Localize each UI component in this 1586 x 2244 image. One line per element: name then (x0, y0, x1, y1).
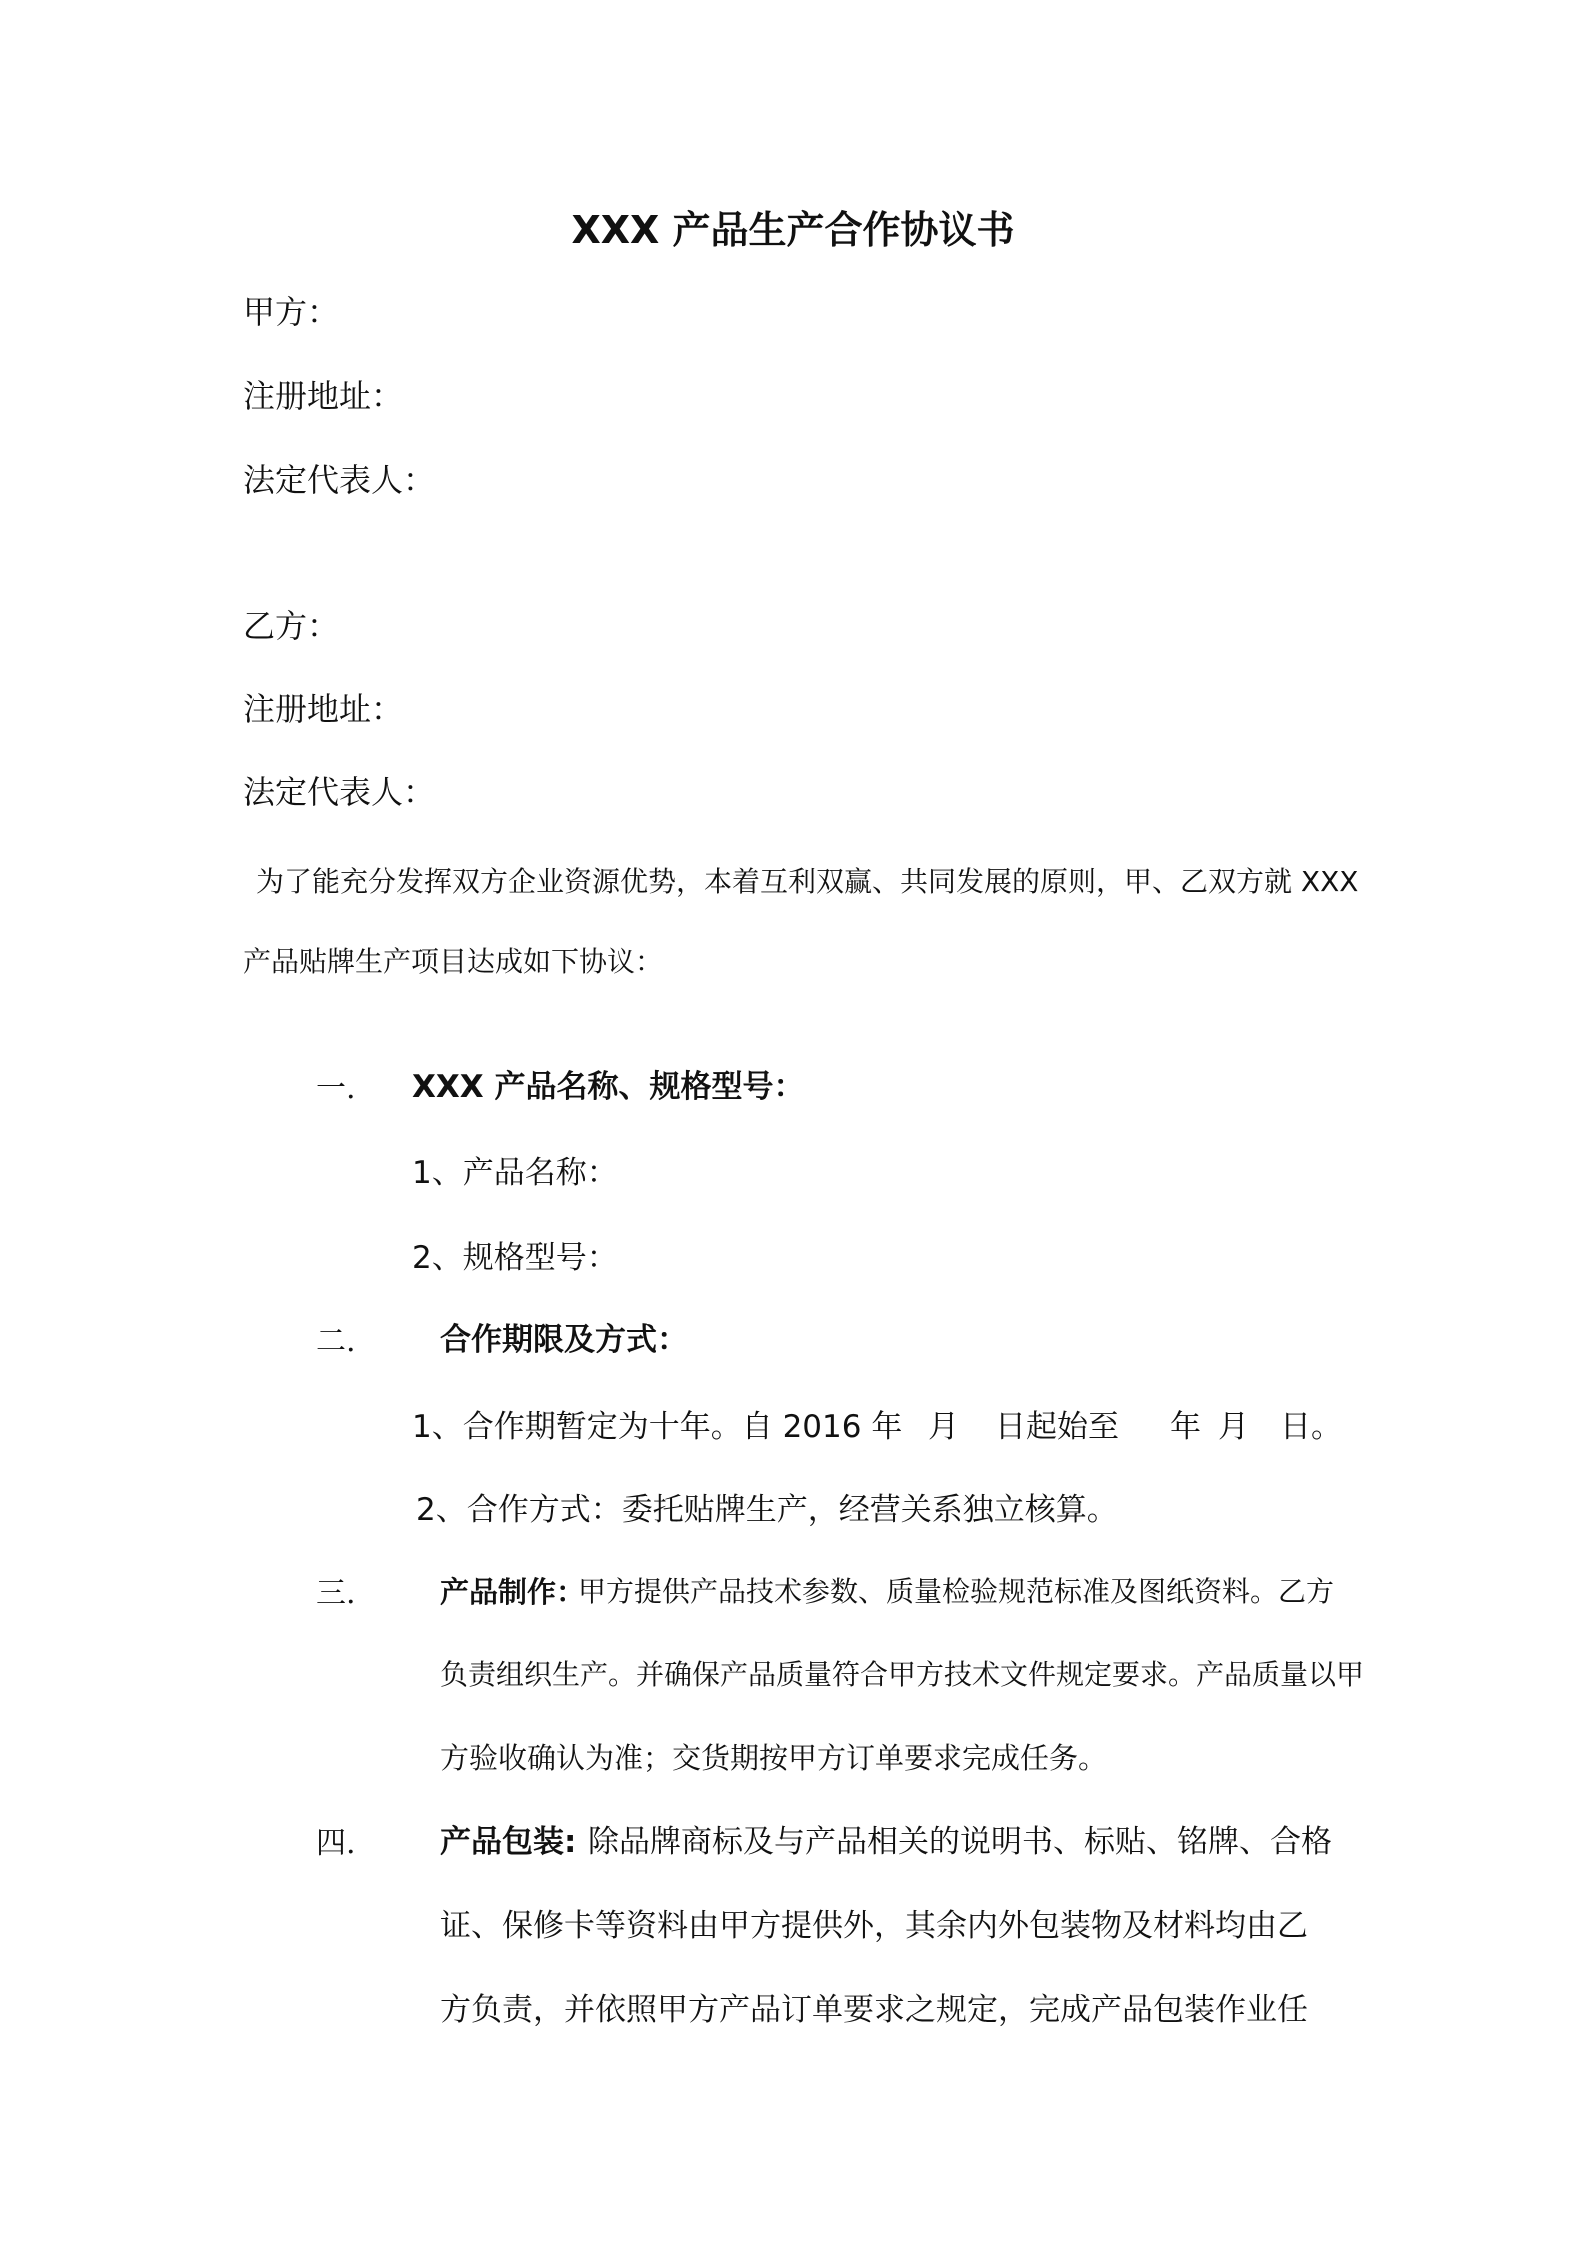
party-a-rep-label: 法定代表人： (243, 461, 436, 499)
section-1-item-1: 1、产品名称： (412, 1155, 618, 1191)
section-2-number: 二. (316, 1324, 356, 1359)
section-4-line-2: 证、保修卡等资料由甲方提供外，其余内外包装物及材料均由乙 (440, 1908, 1308, 1944)
section-2-item-1-month: 月 (928, 1409, 959, 1445)
party-b-label: 乙方： (243, 607, 340, 645)
party-b-rep-label: 法定代表人： (243, 773, 436, 811)
party-a-label: 甲方： (243, 293, 340, 331)
section-4-line-3: 方负责，并依照甲方产品订单要求之规定，完成产品包装作业任 (440, 1992, 1308, 2028)
section-2-item-1-day-end: 日。 (1280, 1409, 1342, 1445)
section-2-item-1-day-start: 日起始至 (995, 1409, 1119, 1445)
section-3-line-1: 甲方提供产品技术参数、质量检验规范标准及图纸资料。乙方 (578, 1575, 1335, 1608)
section-3-line-3: 方验收确认为准；交货期按甲方订单要求完成任务。 (440, 1741, 1108, 1775)
section-1-number: 一. (316, 1071, 356, 1106)
section-2-item-1-start: 1、合作期暂定为十年。自 2016 年 (412, 1409, 903, 1445)
intro-line-1: 为了能充分发挥双方企业资源优势，本着互利双赢、共同发展的原则，甲、乙双方就 XXX (256, 865, 1359, 898)
section-2-item-1-year: 年 (1170, 1409, 1201, 1445)
section-1-heading: XXX 产品名称、规格型号： (412, 1069, 805, 1105)
party-a-address-label: 注册地址： (243, 377, 404, 415)
section-3-number: 三. (316, 1576, 356, 1611)
section-3-line-2: 负责组织生产。并确保产品质量符合甲方技术文件规定要求。产品质量以甲 (440, 1658, 1365, 1691)
section-3-heading: 产品制作： (440, 1575, 586, 1609)
party-b-address-label: 注册地址： (243, 690, 404, 728)
section-4-number: 四. (316, 1826, 356, 1861)
section-2-item-1-month-end: 月 (1218, 1409, 1249, 1445)
section-2-heading: 合作期限及方式： (440, 1322, 688, 1358)
section-4-heading: 产品包装: (440, 1824, 577, 1860)
document-title: XXX 产品生产合作协议书 (571, 208, 1015, 252)
section-1-item-2: 2、规格型号： (412, 1240, 618, 1276)
intro-line-2: 产品贴牌生产项目达成如下协议： (243, 945, 664, 978)
section-2-item-2: 2、合作方式：委托贴牌生产，经营关系独立核算。 (416, 1492, 1118, 1528)
section-4-line-1: 除品牌商标及与产品相关的说明书、标贴、铭牌、合格 (588, 1824, 1332, 1860)
